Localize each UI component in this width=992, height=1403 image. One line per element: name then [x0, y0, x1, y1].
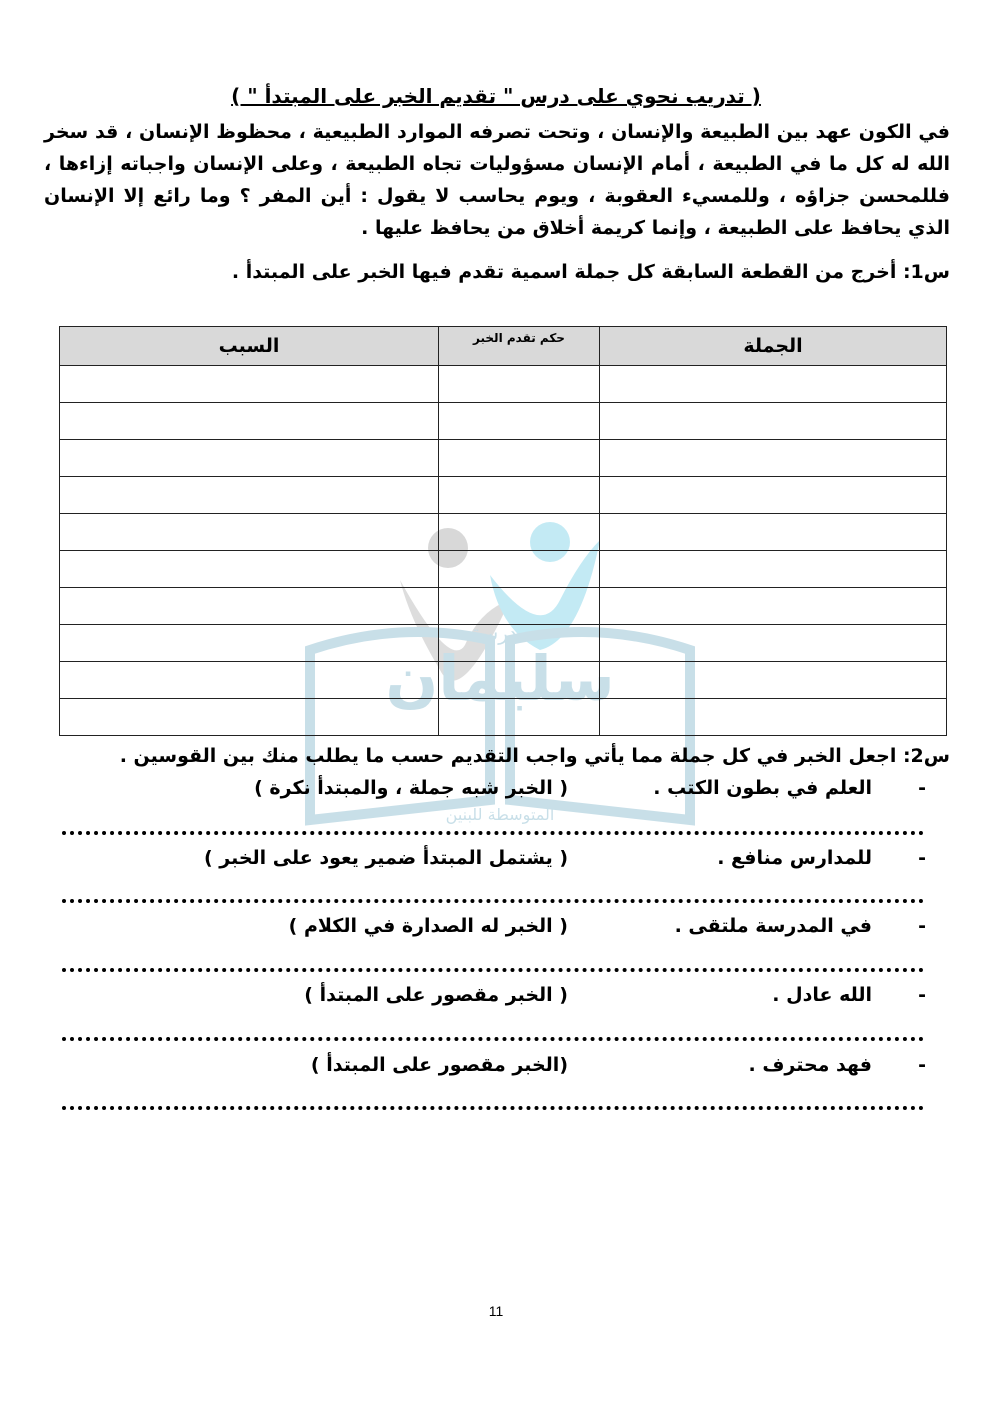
table-cell[interactable]: [600, 514, 947, 551]
table-cell[interactable]: [600, 662, 947, 699]
question-1: س1: أخرج من القطعة السابقة كل جملة اسمية تقدم فيها الخبر على المبتدأ .: [231, 261, 950, 283]
reading-passage: في الكون عهد بين الطبيعة والإنسان ، وتحت تصرفه الموارد الطبيعية ، محظوظ الإنسان ، قد سخر الله له كل ما في الطبيعة ، أمام الإنسان مسؤوليات تجاه الطبيعة ، وعلى الإنسان واجباته إزاءها ، فللمحسن جزاؤه ، وللمسيء العقوبة ، ويوم يحاسب لا يقول : أين المفر ؟ وما رائع إلا الإنسان الذي يحافظ على الطبيعة ، وإنما كريمة أخلاق من يحافظ عليها .: [44, 121, 950, 239]
table-cell[interactable]: [439, 625, 600, 662]
table-cell[interactable]: [439, 699, 600, 736]
item-instruction: ( الخبر شبه جملة ، والمبتدأ نكرة ): [254, 777, 568, 799]
table-cell[interactable]: [60, 551, 439, 588]
exercise-item-3: [0, 915, 992, 955]
watermark-text-1: مدرسة: [470, 621, 530, 645]
header-ruling: حكم تقدم الخبر: [439, 327, 600, 366]
table-cell[interactable]: [60, 625, 439, 662]
item-sentence: العلم في بطون الكتب .: [653, 777, 872, 799]
item-instruction: ( الخبر مقصور على المبتدأ ): [304, 984, 568, 1006]
table-cell[interactable]: [600, 588, 947, 625]
watermark-text-3: المتوسطة للبنين: [445, 805, 555, 824]
item-sentence: للمدارس منافع .: [717, 847, 872, 869]
answer-line-4[interactable]: [62, 1037, 924, 1041]
answer-table: [59, 326, 947, 736]
item-instruction: (الخبر مقصور على المبتدأ ): [310, 1054, 568, 1076]
table-row: [60, 662, 947, 699]
item-sentence: الله عادل .: [772, 984, 872, 1006]
table-row: [60, 699, 947, 736]
table-cell[interactable]: [439, 440, 600, 477]
table-cell[interactable]: [439, 588, 600, 625]
table-cell[interactable]: [60, 588, 439, 625]
exercise-item-4: [0, 984, 992, 1024]
table-row: [60, 551, 947, 588]
header-sentence: الجملة: [600, 327, 947, 366]
page-number: 11: [488, 1303, 504, 1319]
table-cell[interactable]: [439, 366, 600, 403]
table-cell[interactable]: [60, 440, 439, 477]
table-cell[interactable]: [439, 551, 600, 588]
item-dash: -: [918, 984, 926, 1006]
table-cell[interactable]: [60, 403, 439, 440]
table-cell[interactable]: [60, 477, 439, 514]
worksheet-title: ( تدريب نحوي على درس " تقديم الخبر على المبتدأ " ): [231, 84, 761, 108]
table-cell[interactable]: [600, 699, 947, 736]
item-instruction: ( يشتمل المبتدأ ضمير يعود على الخبر ): [203, 847, 568, 869]
item-sentence: في المدرسة ملتقى .: [674, 915, 872, 937]
table-cell[interactable]: [60, 514, 439, 551]
question-2: س2: اجعل الخبر في كل جملة مما يأتي واجب التقديم حسب ما يطلب منك بين القوسين .: [119, 745, 950, 767]
item-dash: -: [918, 915, 926, 937]
answer-line-5[interactable]: [62, 1106, 924, 1110]
table-cell[interactable]: [60, 366, 439, 403]
item-dash: -: [918, 1054, 926, 1076]
answer-line-2[interactable]: [62, 899, 924, 903]
table-row: [60, 366, 947, 403]
item-instruction: ( الخبر له الصدارة في الكلام ): [288, 915, 568, 937]
table-row: [60, 403, 947, 440]
table-cell[interactable]: [600, 625, 947, 662]
answer-line-3[interactable]: [62, 968, 924, 972]
table-cell[interactable]: [600, 551, 947, 588]
table-cell[interactable]: [439, 403, 600, 440]
table-cell[interactable]: [600, 366, 947, 403]
table-cell[interactable]: [60, 662, 439, 699]
table-cell[interactable]: [600, 477, 947, 514]
answer-line-1[interactable]: [62, 831, 924, 835]
table-row: [60, 440, 947, 477]
table-row: [60, 625, 947, 662]
table-cell[interactable]: [600, 440, 947, 477]
item-dash: -: [918, 847, 926, 869]
table-cell[interactable]: [60, 699, 439, 736]
header-reason: السبب: [60, 327, 439, 366]
exercise-item-5: [0, 1054, 992, 1094]
exercise-item-1: [0, 777, 992, 817]
item-sentence: فهد محترف .: [748, 1054, 872, 1076]
table-cell[interactable]: [439, 514, 600, 551]
table-row: [60, 514, 947, 551]
table-cell[interactable]: [439, 477, 600, 514]
watermark-text-2: سليمان: [385, 642, 615, 715]
table-cell[interactable]: [600, 403, 947, 440]
table-cell[interactable]: [439, 662, 600, 699]
exercise-item-2: [0, 847, 992, 887]
table-row: [60, 477, 947, 514]
item-dash: -: [918, 777, 926, 799]
table-row: [60, 588, 947, 625]
